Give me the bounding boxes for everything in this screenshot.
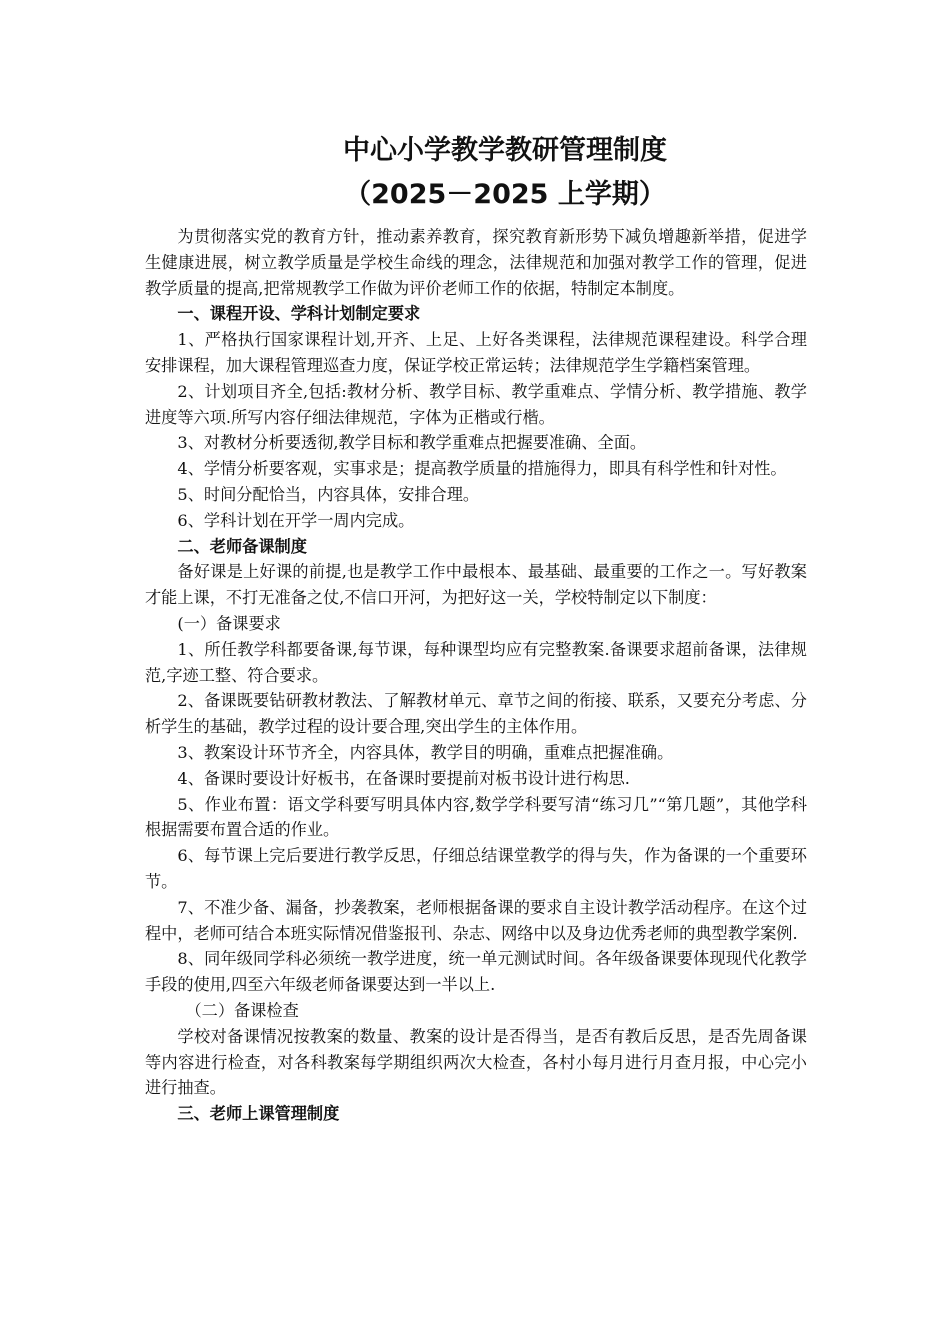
section-heading: 一、课程开设、学科计划制定要求 xyxy=(177,304,421,324)
section-heading: 三、老师上课管理制度 xyxy=(177,1104,340,1124)
list-item: 7、不准少备、漏备，抄袭教案，老师根据备课的要求自主设计教学活动程序。在这个过程中，老师可结合本班实际情况借鉴报刊、杂志、网络中以及身边优秀老师的典型教学案例. xyxy=(145,897,807,943)
list-item: 3、对教材分析要透彻,教学目标和教学重难点把握要准确、全面。 xyxy=(177,433,647,453)
list-item: 8、同年级同学科必须统一教学进度，统一单元测试时间。各年级备课要体现现代化教学手段的使用,四至六年级老师备课要达到一半以上. xyxy=(145,949,807,995)
section-heading: 二、老师备课制度 xyxy=(177,536,307,556)
document-title: 中心小学教学教研管理制度 xyxy=(343,135,667,166)
section-intro: 备好课是上好课的前提,也是教学工作中最根本、最基础、最重要的工作之一。写好教案才能上课，不打无准备之仗,不信口开河，为把好这一关，学校特制定以下制度： xyxy=(145,562,807,608)
list-item: 4、备课时要设计好板书，在备课时要提前对板书设计进行构思. xyxy=(177,768,630,788)
document-body xyxy=(145,224,807,1127)
list-item: 2、计划项目齐全,包括:教材分析、教学目标、教学重难点、学情分析、教学措施、教学进度等六项.所写内容仔细法律规范，字体为正楷或行楷。 xyxy=(145,381,807,427)
list-item: 5、时间分配恰当，内容具体，安排合理。 xyxy=(177,484,480,504)
subsection-heading: (一）备课要求 xyxy=(177,613,281,633)
subsection-paragraph: 学校对备课情况按教案的数量、教案的设计是否得当，是否有教后反思，是否先周备课等内容进行检查，对各科教案每学期组织两次大检查，各村小每月进行月查月报，中心完小进行抽查。 xyxy=(145,1026,807,1098)
intro-paragraph: 为贯彻落实党的教育方针，推动素养教育，探究教育新形势下减负增趣新举措，促进学生健康进展，树立教学质量是学校生命线的理念，法律规范和加强对教学工作的管理，促进教学质量的提高,把常规教学工作做为评价老师工作的依据，特制定本制度。 xyxy=(145,227,807,298)
list-item: 2、备课既要钻研教材教法、了解教材单元、章节之间的衔接、联系，又要充分考虑、分析学生的基础，教学过程的设计要合理,突出学生的主体作用。 xyxy=(145,691,807,737)
list-item: 6、学科计划在开学一周内完成。 xyxy=(177,510,415,530)
list-item: 5、作业布置：语文学科要写明具体内容,数学学科要写清“练习几”“第几题”，其他学科根据需要布置合适的作业。 xyxy=(145,794,807,840)
list-item: 3、教案设计环节齐全，内容具体，教学目的明确，重难点把握准确。 xyxy=(177,742,674,762)
document-subtitle: （2025－2025 上学期） xyxy=(344,179,666,210)
subsection-heading: （二）备课检查 xyxy=(185,1000,299,1020)
list-item: 1、所任教学科都要备课,每节课，每种课型均应有完整教案.备课要求超前备课，法律规范,字迹工整、符合要求。 xyxy=(145,639,807,685)
list-item: 4、学情分析要客观，实事求是；提高教学质量的措施得力，即具有科学性和针对性。 xyxy=(177,459,787,479)
list-item: 1、严格执行国家课程计划,开齐、上足、上好各类课程，法律规范课程建设。科学合理安排课程，加大课程管理巡查力度，保证学校正常运转；法律规范学生学籍档案管理。 xyxy=(145,330,807,375)
list-item: 6、每节课上完后要进行教学反思，仔细总结课堂教学的得与失，作为备课的一个重要环节。 xyxy=(145,846,807,891)
